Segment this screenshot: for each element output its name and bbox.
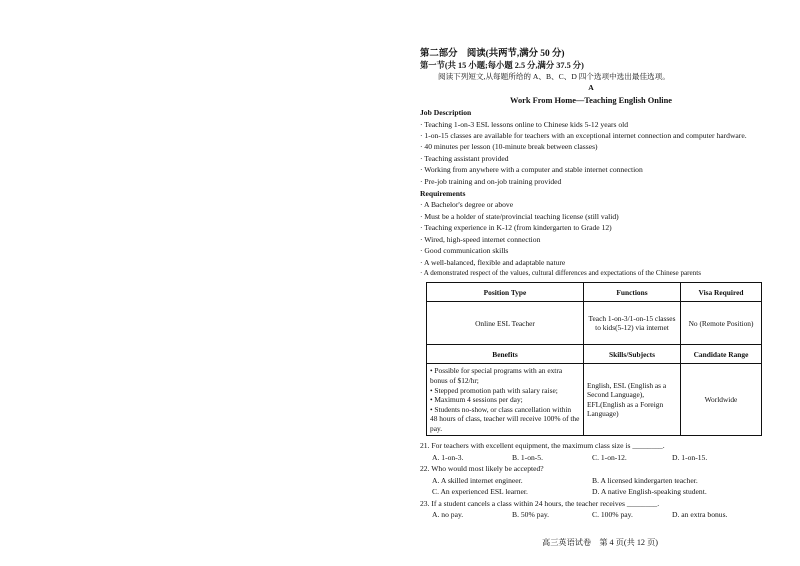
benefit-item: • Maximum 4 sessions per day; bbox=[430, 395, 523, 405]
requirements-heading: Requirements bbox=[420, 189, 466, 199]
option: D. an extra bonus. bbox=[672, 509, 728, 519]
question-options bbox=[420, 475, 762, 486]
list-item: · A Bachelor's degree or above bbox=[420, 200, 514, 210]
option: B. A licensed kindergarten teacher. bbox=[592, 475, 698, 485]
list-item: · Teaching assistant provided bbox=[420, 153, 509, 163]
question-22 bbox=[420, 463, 762, 497]
option: C. 1-on-12. bbox=[592, 452, 627, 462]
cell-candidate-range: Worldwide bbox=[681, 364, 762, 436]
table-header-row bbox=[427, 283, 762, 302]
table-row bbox=[427, 364, 762, 436]
cell-skills: English, ESL (English as a Second Language), EFL(English as a Foreign Language) bbox=[584, 364, 681, 436]
question-stem: 23. If a student cancels a class within 24 hours, the teacher receives ________. bbox=[420, 498, 660, 508]
list-item: · A demonstrated respect of the values, cultural differences and expectations of the Chinese parents bbox=[420, 268, 701, 277]
list-item: · Teaching 1-on-3 ESL lessons online to Chinese kids 5-12 years old bbox=[420, 119, 629, 129]
benefit-item: • Students no-show, or class cancellation within 48 hours of class, teacher will receive 100% of the pay. bbox=[430, 404, 580, 433]
option: D. 1-on-15. bbox=[672, 452, 708, 462]
option: C. 100% pay. bbox=[592, 509, 633, 519]
passage-letter: A bbox=[588, 83, 594, 93]
header-candidate-range: Candidate Range bbox=[681, 345, 762, 364]
job-description-list bbox=[420, 119, 762, 187]
part-heading: 第二部分 阅读(共两节,满分 50 分) bbox=[420, 49, 565, 59]
instruction-text: 阅读下列短文,从每题所给的 A、B、C、D 四个选项中选出最佳选项。 bbox=[438, 72, 670, 81]
list-item: · 1-on-15 classes are available for teachers with an exceptional internet connection and computer hardware. bbox=[420, 131, 747, 141]
question-23 bbox=[420, 498, 762, 521]
benefit-item: • Stepped promotion path with salary raise; bbox=[430, 385, 558, 395]
cell-functions: Teach 1-on-3/1-on-15 classes to kids(5-12) via internet bbox=[584, 302, 681, 345]
page-footer: 高三英语试卷 第 4 页(共 12 页) bbox=[542, 538, 658, 547]
list-item: · Pre-job training and on-job training provided bbox=[420, 176, 562, 186]
list-item: · A well-balanced, flexible and adaptable nature bbox=[420, 257, 566, 267]
option: A. A skilled internet engineer. bbox=[432, 475, 523, 485]
question-21 bbox=[420, 440, 762, 463]
table-header-row bbox=[427, 345, 762, 364]
option: A. 1-on-3. bbox=[432, 452, 464, 462]
question-stem: 22. Who would most likely be accepted? bbox=[420, 464, 544, 474]
header-benefits: Benefits bbox=[427, 345, 584, 364]
list-item: · Wired, high-speed internet connection bbox=[420, 234, 541, 244]
cell-position: Online ESL Teacher bbox=[427, 302, 584, 345]
list-item: · Good communication skills bbox=[420, 246, 509, 256]
cell-visa: No (Remote Position) bbox=[681, 302, 762, 345]
option: C. An experienced ESL learner. bbox=[432, 487, 528, 497]
section-heading: 第一节(共 15 小题;每小题 2.5 分,满分 37.5 分) bbox=[420, 61, 584, 70]
list-item: · Working from anywhere with a computer and stable internet connection bbox=[420, 165, 643, 175]
list-item: · Must be a holder of state/provincial teaching license (still valid) bbox=[420, 211, 619, 221]
questions bbox=[420, 440, 762, 520]
header-visa-required: Visa Required bbox=[681, 283, 762, 302]
option: B. 50% pay. bbox=[512, 509, 550, 519]
header-functions: Functions bbox=[584, 283, 681, 302]
option: D. A native English-speaking student. bbox=[592, 487, 707, 497]
benefit-item: • Possible for special programs with an extra bonus of $12/hr; bbox=[430, 366, 563, 385]
header-skills: Skills/Subjects bbox=[584, 345, 681, 364]
question-options bbox=[420, 486, 762, 497]
list-item: · 40 minutes per lesson (10-minute break between classes) bbox=[420, 142, 598, 152]
article-title: Work From Home—Teaching English Online bbox=[510, 95, 672, 105]
requirements-list bbox=[420, 199, 762, 279]
option: B. 1-on-5. bbox=[512, 452, 544, 462]
header-position-type: Position Type bbox=[427, 283, 584, 302]
list-item: · Teaching experience in K-12 (from kindergarten to Grade 12) bbox=[420, 223, 612, 233]
option: A. no pay. bbox=[432, 509, 464, 519]
exam-page bbox=[420, 48, 762, 520]
question-options bbox=[420, 452, 762, 463]
question-stem: 21. For teachers with excellent equipment, the maximum class size is ________. bbox=[420, 441, 665, 451]
question-options bbox=[420, 509, 762, 520]
cell-benefits bbox=[427, 364, 584, 436]
table-row bbox=[427, 302, 762, 345]
job-info-table bbox=[426, 282, 762, 436]
job-description-heading: Job Description bbox=[420, 108, 472, 118]
